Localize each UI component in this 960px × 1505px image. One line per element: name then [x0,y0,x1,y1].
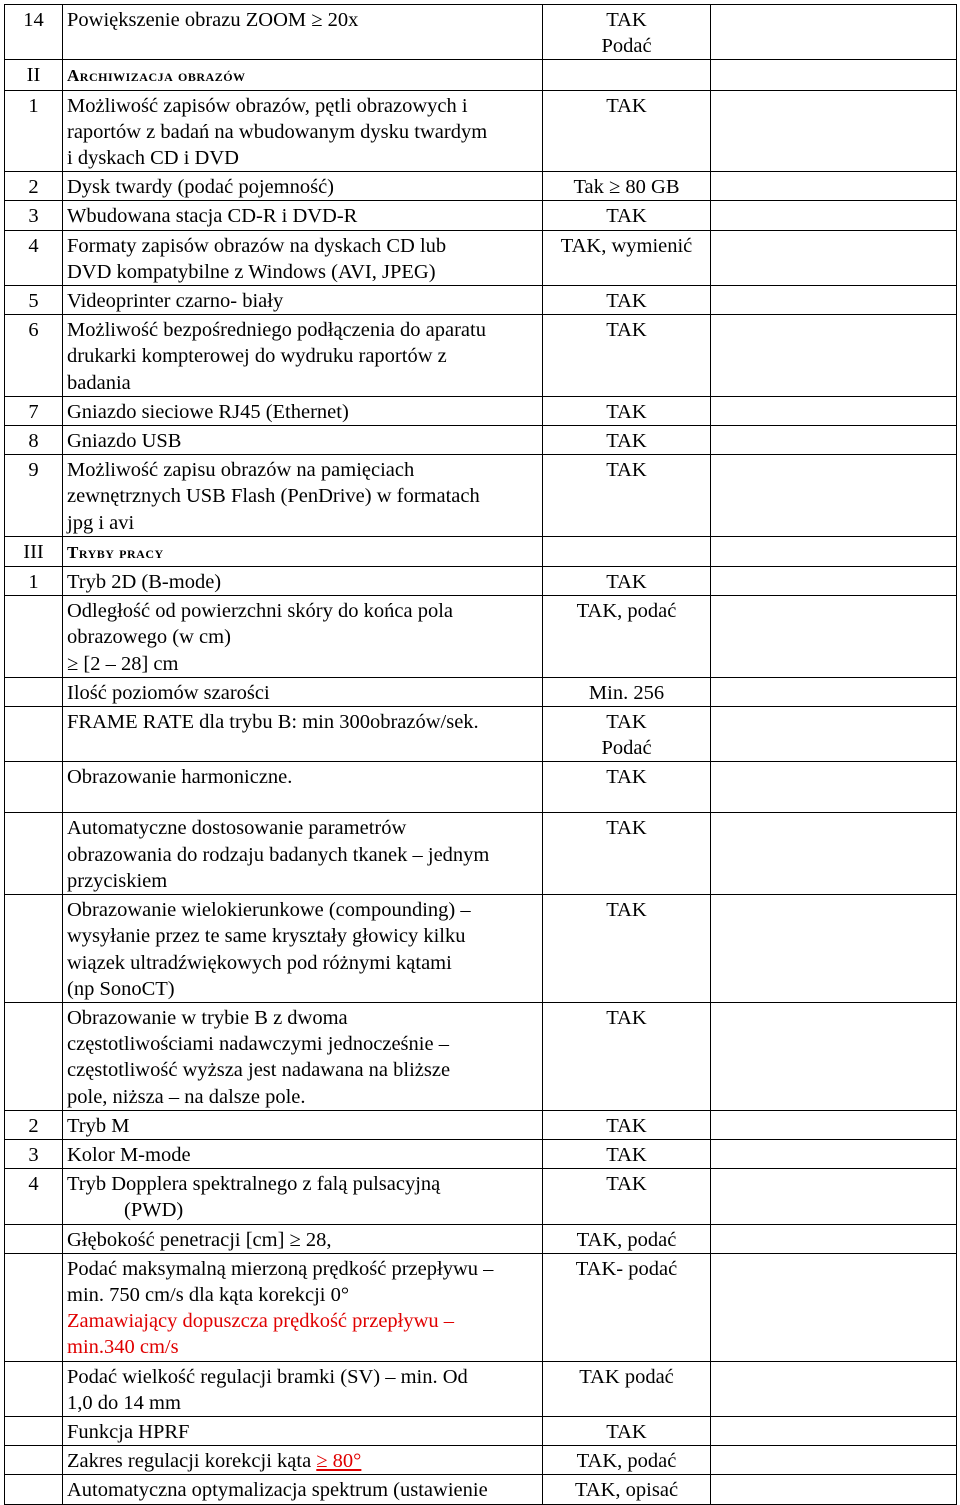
text-line: Podać maksymalną mierzoną prędkość przepływu – [67,1257,494,1280]
required-value: TAK [543,1139,711,1168]
amendment-note: ≥ 80° [316,1450,362,1473]
table-row [5,762,957,813]
text-line: raportów z badań na wbudowanym dysku twardym [67,120,488,143]
requirement-text [63,315,543,397]
row-number: 1 [5,90,63,172]
value-line: Podać [601,35,652,58]
row-number: 4 [5,1169,63,1224]
offered-value-cell [711,1139,957,1168]
required-value: TAK [543,286,711,315]
table-row [5,1416,957,1445]
offered-value-cell [711,1416,957,1445]
offered-value-cell [711,596,957,678]
table-row [5,895,957,1003]
requirement-text: Videoprinter czarno- biały [63,286,543,315]
row-number: 3 [5,201,63,230]
text-line: wysyłanie przez te same kryształy głowicy kilku [67,925,466,948]
required-value: TAK, opisać [543,1475,711,1504]
row-number: 7 [5,396,63,425]
required-value: TAK, podać [543,596,711,678]
required-value: Tak ≥ 80 GB [543,172,711,201]
offered-value-cell [711,172,957,201]
required-value [543,536,711,566]
row-number: 8 [5,426,63,455]
requirement-text: Dysk twardy (podać pojemność) [63,172,543,201]
requirement-text [63,1361,543,1416]
required-value: TAK [543,201,711,230]
required-value: TAK- podać [543,1253,711,1361]
offered-value-cell [711,396,957,425]
text-line: Możliwość bezpośredniego podłączenia do aparatu [67,319,486,342]
offered-value-cell [711,90,957,172]
required-value: TAK [543,455,711,537]
offered-value-cell [711,762,957,813]
offered-value-cell [711,1224,957,1253]
offered-value-cell [711,426,957,455]
requirement-text: Kolor M-mode [63,1139,543,1168]
offered-value-cell [711,1169,957,1224]
text-line: Podać wielkość regulacji bramki (SV) – min. Od [67,1365,468,1388]
amendment-note: Zamawiający dopuszcza prędkość przepływu – [67,1310,455,1333]
table-row [5,1446,957,1475]
required-value: TAK [543,1110,711,1139]
required-value: TAK [543,1002,711,1110]
text-line: (np SonoCT) [67,977,175,1000]
requirement-text: Tryb 2D (B-mode) [63,567,543,596]
section-header-row [5,60,957,90]
offered-value-cell [711,1002,957,1110]
requirement-text: Automatyczna optymalizacja spektrum (ustawienie [63,1475,543,1504]
text-line: 1,0 do 14 mm [67,1391,181,1414]
section-number: III [5,536,63,566]
row-number: 9 [5,455,63,537]
offered-value-cell [711,1110,957,1139]
row-number: 4 [5,230,63,285]
text-line: (PWD) [124,1199,184,1222]
table-row [5,677,957,706]
row-number: 2 [5,1110,63,1139]
offered-value-cell [711,1253,957,1361]
text-line: wiązek ultradźwiękowych pod różnymi kątami [67,951,452,974]
required-value: TAK [543,426,711,455]
table-row [5,172,957,201]
required-value: TAK [543,895,711,1003]
text-line: Możliwość zapisów obrazów, pętli obrazowych i [67,94,468,117]
text-line: Formaty zapisów obrazów na dyskach CD lub [67,234,447,257]
value-line: TAK [606,711,647,734]
required-value: TAK [543,396,711,425]
row-number [5,1002,63,1110]
specification-table [4,4,957,1505]
row-number [5,1416,63,1445]
required-value: TAK, wymienić [543,230,711,285]
table-row [5,707,957,762]
offered-value-cell [711,707,957,762]
requirement-text [63,895,543,1003]
offered-value-cell [711,230,957,285]
table-row [5,230,957,285]
text-line: Tryb Dopplera spektralnego z falą pulsacyjną [67,1173,441,1196]
table-row [5,596,957,678]
requirement-text: Wbudowana stacja CD-R i DVD-R [63,201,543,230]
required-value: TAK [543,90,711,172]
row-number: 14 [5,5,63,60]
requirement-text [63,1446,543,1475]
required-value: Min. 256 [543,677,711,706]
table-row [5,396,957,425]
text-line: ≥ [2 – 28] cm [67,652,179,675]
section-title [63,60,543,90]
requirement-text: Gniazdo sieciowe RJ45 (Ethernet) [63,396,543,425]
table-row [5,1224,957,1253]
value-line: Podać [601,737,652,760]
required-value: TAK [543,813,711,895]
required-value: TAK [543,1169,711,1224]
table-row [5,315,957,397]
requirement-text [63,90,543,172]
text-line: Możliwość zapisu obrazów na pamięciach [67,459,415,482]
requirement-text: Głębokość penetracji [cm] ≥ 28, [63,1224,543,1253]
offered-value-cell [711,455,957,537]
table-row [5,1361,957,1416]
requirement-text [63,1253,543,1361]
offered-value-cell [711,315,957,397]
row-number [5,895,63,1003]
requirement-text [63,1169,543,1224]
offered-value-cell [711,536,957,566]
required-value: TAK [543,567,711,596]
section-number: II [5,60,63,90]
table-row [5,426,957,455]
row-number: 3 [5,1139,63,1168]
requirement-text [63,230,543,285]
requirement-text: Gniazdo USB [63,426,543,455]
requirement-text [63,813,543,895]
required-value: TAK [543,762,711,813]
text-line: DVD kompatybilne z Windows (AVI, JPEG) [67,260,436,283]
text-line: drukarki kompterowej do wydruku raportów z [67,345,447,368]
row-number: 6 [5,315,63,397]
required-value [543,60,711,90]
section-title [63,536,543,566]
text-line: Obrazowanie wielokierunkowe (compounding) – [67,899,471,922]
row-number: 1 [5,567,63,596]
text-line: Odległość od powierzchni skóry do końca pola [67,600,453,623]
table-row [5,201,957,230]
row-number: 5 [5,286,63,315]
required-value: TAK podać [543,1361,711,1416]
required-value [543,5,711,60]
table-row [5,1139,957,1168]
row-number [5,1224,63,1253]
value-line: TAK [606,9,647,31]
offered-value-cell [711,677,957,706]
table-row [5,567,957,596]
section-title-text: Tryby pracy [67,542,164,562]
requirement-text: Obrazowanie harmoniczne. [63,762,543,813]
text-line: min. 750 cm/s dla kąta korekcji 0° [67,1283,350,1306]
row-number [5,707,63,762]
row-number [5,1475,63,1504]
table-row [5,1169,957,1224]
table-row [5,1002,957,1110]
row-number [5,1253,63,1361]
offered-value-cell [711,5,957,60]
section-title-text: Archiwizacja obrazów [67,66,246,86]
text-line: obrazowego (w cm) [67,626,231,649]
row-number [5,1446,63,1475]
requirement-text: Funkcja HPRF [63,1416,543,1445]
required-value: TAK [543,1416,711,1445]
requirement-text: Powiększenie obrazu ZOOM ≥ 20x [63,5,543,60]
required-value: TAK, podać [543,1446,711,1475]
required-value: TAK [543,315,711,397]
offered-value-cell [711,201,957,230]
requirement-text: FRAME RATE dla trybu B: min 300obrazów/sek. [63,707,543,762]
amendment-note: min.340 cm/s [67,1336,179,1359]
offered-value-cell [711,60,957,90]
text-line: przyciskiem [67,869,168,892]
required-value: TAK, podać [543,1224,711,1253]
row-number [5,596,63,678]
row-number [5,1361,63,1416]
row-number [5,762,63,813]
table-row [5,5,957,60]
offered-value-cell [711,813,957,895]
table-row [5,1475,957,1504]
text-line: badania [67,371,131,394]
table-row [5,286,957,315]
text-segment: Zakres regulacji korekcji kąta [67,1450,317,1473]
offered-value-cell [711,567,957,596]
offered-value-cell [711,286,957,315]
text-line: częstotliwość wyższa jest nadawana na bliższe [67,1059,451,1082]
text-line: zewnętrznych USB Flash (PenDrive) w formatach [67,485,480,508]
offered-value-cell [711,895,957,1003]
table-row [5,813,957,895]
row-number [5,813,63,895]
section-header-row [5,536,957,566]
requirement-text [63,1002,543,1110]
text-line: Automatyczne dostosowanie parametrów [67,817,407,840]
required-value [543,707,711,762]
text-line: Obrazowanie w trybie B z dwoma [67,1006,348,1029]
table-row [5,90,957,172]
requirement-text [63,596,543,678]
table-row [5,1110,957,1139]
row-number: 2 [5,172,63,201]
requirement-text: Tryb M [63,1110,543,1139]
table-row [5,455,957,537]
text-line: obrazowania do rodzaju badanych tkanek – jednym [67,843,490,866]
text-line: jpg i avi [67,511,135,534]
table-row [5,1253,957,1361]
text-line: i dyskach CD i DVD [67,147,239,170]
offered-value-cell [711,1446,957,1475]
offered-value-cell [711,1361,957,1416]
offered-value-cell [711,1475,957,1504]
requirement-text [63,455,543,537]
text-line: pole, niższa – na dalsze pole. [67,1085,306,1108]
row-number [5,677,63,706]
text-line: częstotliwościami nadawczymi jednocześnie – [67,1033,449,1056]
requirement-text: Ilość poziomów szarości [63,677,543,706]
